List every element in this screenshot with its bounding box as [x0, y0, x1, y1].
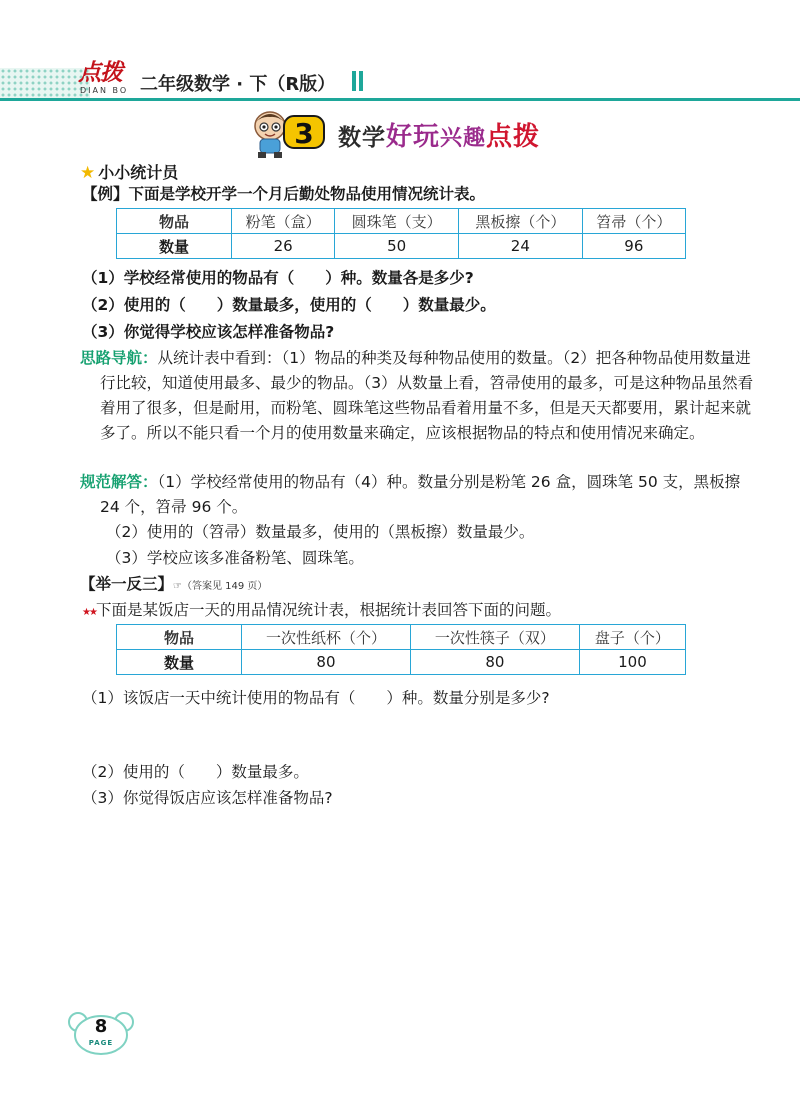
- table-row: [117, 209, 686, 234]
- practice-question-2: （2）使用的（ ）数量最多。: [82, 763, 309, 781]
- answer-paragraph-2: （2）使用的（笤帚）数量最多，使用的（黑板擦）数量最少。: [106, 523, 535, 541]
- table-header-cell: 一次性筷子（双）: [410, 625, 579, 650]
- guide-text: 从统计表中看到：（1）物品的种类及每种物品使用的数量。（2）把各种物品使用数量进行比较，知道使用最多、最少的物品。（3）从数量上看，笤帚使用的最多，可是这种物品虽然看着用了很多，但是耐用，而粉笔、圆珠笔这些物品看着用量不多，但是天天都要用，累计起来就多了。所以不能只看一个月的使用数量来确定，应该根据物品的特点和使用情况来确定。: [100, 349, 754, 442]
- example-prompt: 【例】下面是学校开学一个月后勤处物品使用情况统计表。: [82, 185, 486, 203]
- star-icon: ★: [80, 163, 96, 183]
- table-cell: 80: [410, 650, 579, 675]
- answer-paragraph-1: 规范解答：（1）学校经常使用的物品有（4）种。数量分别是粉笔 26 盒，圆珠笔 50 支，黑板擦 24 个，笤帚 96 个。: [80, 473, 741, 516]
- example-question-3: （3）你觉得学校应该怎样准备物品?: [82, 323, 335, 341]
- section-title: 数学好玩兴趣点拨: [338, 122, 541, 152]
- section-number: 3: [294, 117, 314, 150]
- practice-table: [116, 624, 686, 675]
- table-header-cell: 粉笔（盒）: [232, 209, 335, 234]
- guide-paragraph: [80, 346, 760, 446]
- answer-label: 规范解答：: [80, 473, 158, 491]
- table-cell: 26: [232, 234, 335, 259]
- table-cell: 80: [242, 650, 411, 675]
- table-cell: 50: [335, 234, 459, 259]
- table-header-cell: 黑板擦（个）: [458, 209, 582, 234]
- page-label: PAGE: [88, 1039, 114, 1047]
- practice-question-1: （1）该饭店一天中统计使用的物品有（ ）种。数量分别是多少?: [82, 689, 550, 707]
- page-number: 8: [94, 1016, 108, 1037]
- answer-reference: ☞（答案见 149 页）: [173, 581, 268, 592]
- header-bars-decoration: [352, 71, 366, 93]
- table-header-cell: 圆珠笔（支）: [335, 209, 459, 234]
- page-number-badge: [68, 1010, 134, 1056]
- difficulty-stars-icon: ★★: [82, 607, 96, 618]
- table-row: [117, 625, 686, 650]
- practice-question-3: （3）你觉得饭店应该怎样准备物品?: [82, 789, 333, 807]
- table-header-cell: 物品: [117, 625, 242, 650]
- book-title: 二年级数学 · 下（R版）: [140, 74, 336, 95]
- table-header-cell: 笤帚（个）: [582, 209, 685, 234]
- table-header-cell: 物品: [117, 209, 232, 234]
- answer-paragraph-3: （3）学校应该多准备粉笔、圆珠笔。: [106, 549, 364, 567]
- example-question-2: （2）使用的（ ）数量最多，使用的（ ）数量最少。: [82, 296, 496, 314]
- practice-prompt: ★★下面是某饭店一天的用品情况统计表，根据统计表回答下面的问题。: [82, 601, 561, 619]
- table-header-cell: 盘子（个）: [579, 625, 685, 650]
- publisher-logo: 点拨 DIAN BO: [78, 59, 129, 95]
- table-cell: 数量: [117, 234, 232, 259]
- example-question-1: （1）学校经常使用的物品有（ ）种。数量各是多少?: [82, 269, 474, 287]
- table-row: [117, 234, 686, 259]
- table-cell: 24: [458, 234, 582, 259]
- table-header-cell: 一次性纸杯（个）: [242, 625, 411, 650]
- table-cell: 数量: [117, 650, 242, 675]
- example-table: [116, 208, 686, 259]
- table-cell: 96: [582, 234, 685, 259]
- header-dot-strip: [0, 68, 90, 98]
- practice-heading: 【举一反三】☞（答案见 149 页）: [80, 575, 268, 593]
- guide-label: 思路导航：: [80, 349, 158, 367]
- section-number-badge: [282, 112, 326, 152]
- subsection-heading: ★ 小小统计员: [80, 163, 179, 183]
- table-cell: 100: [579, 650, 685, 675]
- table-row: [117, 650, 686, 675]
